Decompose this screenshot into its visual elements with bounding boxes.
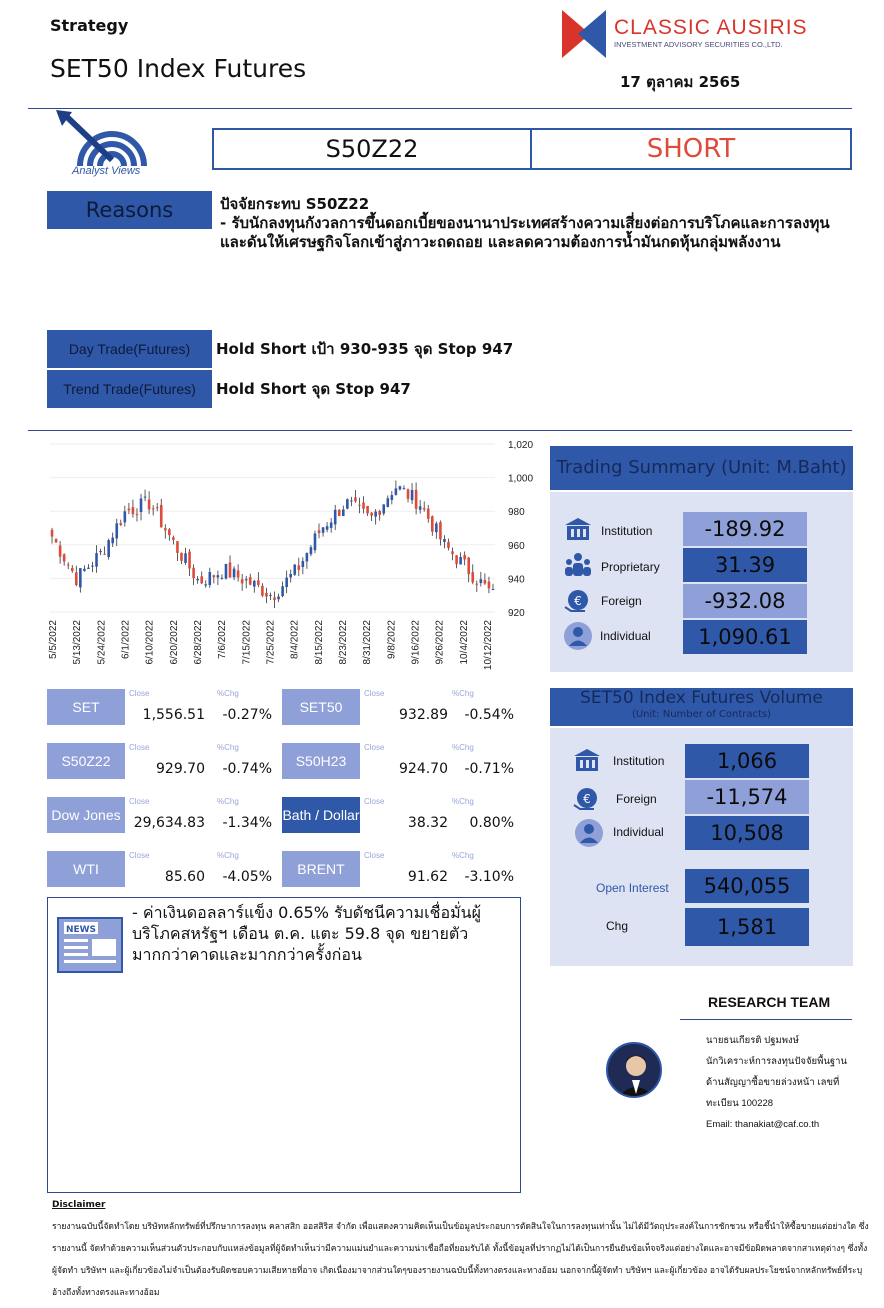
y-tick-label: 980: [508, 507, 525, 519]
candle: [358, 505, 361, 506]
candle: [362, 503, 365, 509]
candle: [95, 553, 98, 567]
trend-trade-text: Hold Short จุด Stop 947: [216, 380, 411, 398]
candle: [484, 580, 487, 584]
candle: [79, 568, 82, 587]
candle: [302, 561, 305, 567]
candle: [407, 489, 410, 499]
candle: [386, 498, 389, 507]
candle: [459, 557, 462, 564]
market-name: WTI: [47, 851, 125, 887]
pct-change-value: -0.71%: [464, 761, 514, 777]
trading-summary-title: Trading Summary (Unit: M.Baht): [550, 446, 853, 490]
candle: [475, 584, 478, 585]
candle: [297, 565, 300, 569]
volume-label-individual: Individual: [613, 825, 664, 839]
summary-label-proprietary: Proprietary: [601, 560, 660, 574]
pct-change-label: %Chg: [452, 851, 474, 860]
candle: [463, 555, 466, 559]
close-label: Close: [129, 689, 150, 698]
candle: [225, 564, 228, 579]
close-value: 38.32: [407, 815, 448, 831]
x-tick-label: 6/10/2022: [144, 620, 156, 665]
close-value: 929.70: [156, 761, 205, 777]
close-label: Close: [129, 851, 150, 860]
candle: [435, 523, 438, 532]
volume-value-individual: 10,508: [685, 816, 809, 850]
open-interest-label: Open Interest: [596, 881, 669, 895]
x-tick-label: 10/12/2022: [483, 620, 494, 671]
candle: [103, 554, 106, 555]
summary-value-foreign: -932.08: [683, 584, 807, 618]
candle: [334, 510, 337, 525]
candle: [192, 568, 195, 578]
pct-change-label: %Chg: [452, 797, 474, 806]
set50-candlestick-chart: [40, 436, 550, 682]
candle: [257, 580, 260, 585]
author-name: นายธนเกียรติ ปฐมพงษ์: [706, 1035, 799, 1046]
newspaper-icon: [56, 914, 126, 974]
y-tick-label: 920: [508, 608, 525, 619]
close-value: 29,634.83: [133, 815, 205, 831]
candle: [285, 578, 288, 587]
candle: [99, 551, 102, 552]
candle: [213, 575, 216, 577]
close-label: Close: [364, 851, 385, 860]
pct-change-value: -0.27%: [222, 707, 272, 723]
logo-subtitle: INVESTMENT ADVISORY SECURITIES CO.,LTD.: [614, 40, 783, 49]
market-name: SET: [47, 689, 125, 725]
close-label: Close: [129, 797, 150, 806]
foreign-money-icon: [563, 585, 593, 615]
candle: [366, 506, 369, 513]
candle: [423, 508, 426, 509]
svg-text:€: €: [583, 792, 591, 806]
reasons-heading: ปัจจัยกระทบ S50Z22: [220, 195, 370, 213]
candle: [184, 553, 187, 563]
candle: [471, 572, 474, 582]
day-trade-label: Day Trade(Futures): [47, 330, 212, 368]
candle: [180, 553, 183, 561]
candle: [111, 538, 114, 544]
volume-title: SET50 Index Futures Volume: [580, 688, 823, 708]
close-value: 85.60: [164, 869, 205, 885]
candle: [318, 530, 321, 533]
reasons-text: [220, 195, 850, 252]
candle: [152, 508, 155, 509]
volume-title-box: [550, 688, 853, 726]
pct-change-value: -0.54%: [464, 707, 514, 723]
candle: [148, 499, 151, 509]
pct-change-value: -0.74%: [222, 761, 272, 777]
x-tick-label: 8/4/2022: [289, 620, 301, 659]
candle: [403, 488, 406, 489]
candle: [156, 507, 159, 508]
candle: [378, 511, 381, 515]
candle: [160, 505, 163, 527]
candle: [382, 504, 385, 513]
author-details: [706, 1030, 847, 1135]
x-tick-label: 9/8/2022: [386, 620, 398, 659]
person-icon: [563, 621, 593, 651]
x-tick-label: 5/13/2022: [72, 620, 84, 665]
disclaimer-text: รายงานฉบับนี้จัดทำโดย บริษัทหลักทรัพย์ที่ปรึกษาการลงทุน คลาสสิก ออสสิริส จำกัด เพื่อแสดงความคิดเห็นเป็นข้อมูลประกอบการตัดสินใจในการลงทุนเท่านั้น ไม่ได้มีวัตถุประสงค์ในการชักชวน หรือชี้นำให้ซื้อขายแต่อย่างใด ซึ่งรายงานนี้ จัดทำด้วยความเห็นส่วนตัวประกอบกับแหล่งข้อมูลที่ผู้จัดทำเห็นว่ามีความแม่นยำและความน่าเชื่อถือที่ยอมรับได้ ทั้งนี้ข้อมูลที่ปรากฏไม่ได้เป็นการยืนยันข้อเท็จจริงแต่อย่างใดและอาจมีข้อผิดพลาดจากสาเหตุต่างๆ ซึ่งทั้งผู้จัดทำ บริษัทฯ และผู้เกี่ยวข้องไม่จำเป็นต้องรับผิดชอบความเสียหายที่อาจ เกิดเนื่องมาจากส่วนใดๆของรายงานฉบับนี้ทั้งทางตรงและทางอ้อม นอกจากนี้ผู้จัดทำ บริษัทฯ และผู้เกี่ยวข้อง อาจได้รับผลประโยชน์จากหลักทรัพย์ที่ระบุอ้างถึงทั้งทางตรงและทางอ้อม: [52, 1222, 869, 1298]
market-name: Bath / Dollar: [282, 797, 360, 833]
candle: [245, 579, 248, 580]
candle: [71, 568, 74, 571]
x-tick-label: 6/28/2022: [193, 620, 204, 665]
candle: [419, 506, 422, 509]
pct-change-value: -1.34%: [222, 815, 272, 831]
candle: [140, 499, 143, 513]
close-label: Close: [364, 797, 385, 806]
volume-subtitle: (Unit: Number of Contracts): [631, 709, 772, 720]
market-name: BRENT: [282, 851, 360, 887]
summary-label-foreign: Foreign: [601, 594, 642, 608]
summary-value-individual: 1,090.61: [683, 620, 807, 654]
candle: [188, 552, 191, 569]
report-date: 17 ตุลาคม 2565: [620, 73, 741, 91]
author-role2: ด้านสัญญาซื้อขายล่วงหน้า เลขที่: [706, 1077, 840, 1088]
candle: [293, 565, 296, 575]
pct-change-label: %Chg: [452, 743, 474, 752]
candle: [164, 528, 167, 530]
report-title: SET50 Index Futures: [50, 54, 307, 83]
candle: [265, 593, 268, 597]
pct-change-label: %Chg: [217, 743, 239, 752]
x-tick-label: 5/24/2022: [96, 620, 108, 665]
author-email[interactable]: Email: thanakiat@caf.co.th: [706, 1119, 820, 1130]
open-interest-value: 540,055: [685, 869, 809, 903]
candle: [237, 570, 240, 577]
candle: [277, 597, 280, 600]
volume-label-institution: Institution: [613, 754, 665, 768]
x-tick-label: 5/5/2022: [48, 620, 59, 659]
candle: [172, 537, 175, 540]
candle: [115, 523, 118, 538]
candle: [370, 513, 373, 516]
foreign-money-icon: [572, 783, 602, 813]
candle: [443, 539, 446, 542]
candle: [83, 569, 86, 571]
market-name: Dow Jones: [47, 797, 125, 833]
candle: [241, 579, 244, 583]
candle: [330, 522, 333, 527]
candle: [322, 527, 325, 532]
svg-text:€: €: [574, 594, 582, 608]
x-tick-label: 7/6/2022: [217, 620, 229, 659]
close-value: 932.89: [399, 707, 448, 723]
news-text: - ค่าเงินดอลลาร์แข็ง 0.65% รับดัชนีความเชื่อมั่นผู้บริโภคสหรัฐฯ เดือน ต.ค. แตะ 59.8 จุด ขยายตัวมากกว่าคาดและมากกว่าครั้งก่อน: [132, 903, 481, 964]
candle: [342, 509, 345, 516]
close-label: Close: [364, 689, 385, 698]
candle: [488, 582, 491, 589]
reasons-body: - รับนักลงทุนกังวลการขึ้นดอกเบี้ยของนานาประเทศสร้างความเสี่ยงต่อการบริโภคและการลงทุน และดันให้เศรษฐกิจโลกเข้าสู่ภาวะถดถอย และลดความต้องการน้ำมันกดหุ้นกลุ่มพลังงาน: [220, 214, 830, 251]
disclaimer-title: Disclaimer: [52, 1200, 106, 1210]
candle: [451, 551, 454, 554]
pct-change-label: %Chg: [217, 797, 239, 806]
candle: [269, 595, 272, 596]
candle: [354, 497, 357, 501]
summary-value-institution: -189.92: [683, 512, 807, 546]
candle: [229, 562, 232, 577]
candle: [63, 554, 66, 561]
candle: [87, 568, 90, 569]
candle: [273, 597, 276, 600]
analyst-views-label: Analyst Views: [72, 165, 141, 177]
candle: [136, 514, 139, 515]
candle: [253, 581, 256, 587]
candle: [119, 523, 122, 525]
candle: [208, 572, 211, 585]
news-icon-label: NEWS: [65, 925, 97, 935]
summary-label-institution: Institution: [601, 524, 653, 538]
close-label: Close: [129, 743, 150, 752]
research-team-title: RESEARCH TEAM: [708, 994, 831, 1010]
candle: [395, 488, 398, 495]
x-tick-label: 8/23/2022: [338, 620, 349, 665]
volume-value-foreign: -11,574: [685, 780, 809, 814]
divider: [680, 1019, 852, 1020]
close-value: 1,556.51: [142, 707, 205, 723]
candle: [439, 522, 442, 539]
close-value: 924.70: [399, 761, 448, 777]
candle: [249, 577, 252, 585]
candle: [338, 510, 341, 516]
y-tick-label: 960: [508, 540, 525, 552]
trend-trade-label: Trend Trade(Futures): [47, 370, 212, 408]
people-icon: [563, 550, 593, 580]
candle: [204, 584, 207, 585]
y-tick-label: 1,020: [508, 440, 534, 451]
x-tick-label: 9/16/2022: [410, 620, 422, 665]
x-tick-label: 9/26/2022: [434, 620, 446, 665]
candle: [196, 579, 199, 580]
candle: [55, 539, 58, 543]
candle: [350, 500, 353, 501]
candle: [128, 509, 131, 511]
candle: [176, 541, 179, 553]
position-signal: SHORT: [646, 134, 736, 164]
candle: [67, 565, 70, 566]
person-icon: [574, 818, 604, 848]
author-role: นักวิเคราะห์การลงทุนปัจจัยพื้นฐาน: [706, 1056, 847, 1067]
candle: [374, 512, 377, 517]
candle: [310, 547, 313, 554]
candle: [399, 486, 402, 489]
y-tick-label: 1,000: [508, 473, 534, 485]
x-tick-label: 6/1/2022: [120, 620, 132, 659]
candle: [411, 490, 414, 500]
candle: [346, 499, 349, 508]
pct-change-value: -4.05%: [222, 869, 272, 885]
volume-value-institution: 1,066: [685, 744, 809, 778]
candle: [314, 533, 317, 550]
candle: [107, 540, 110, 557]
candle: [427, 509, 430, 519]
candle: [233, 569, 236, 578]
candle: [168, 529, 171, 535]
x-tick-label: 8/15/2022: [313, 620, 325, 665]
x-tick-label: 6/20/2022: [168, 620, 180, 665]
market-name: S50Z22: [47, 743, 125, 779]
candle: [492, 589, 495, 590]
close-value: 91.62: [407, 869, 448, 885]
day-trade-text: Hold Short เป้า 930-935 จุด Stop 947: [216, 340, 514, 358]
candle: [391, 495, 394, 500]
pct-change-label: %Chg: [217, 689, 239, 698]
x-tick-label: 10/4/2022: [458, 620, 470, 665]
y-tick-label: 940: [508, 574, 525, 586]
candle: [306, 553, 309, 561]
pct-change-label: %Chg: [217, 851, 239, 860]
market-name: S50H23: [282, 743, 360, 779]
author-license: ทะเบียน 100228: [706, 1098, 774, 1109]
signal-box: [212, 128, 852, 170]
pct-change-value: 0.80%: [469, 815, 514, 831]
volume-label-foreign: Foreign: [616, 792, 657, 806]
candle: [217, 575, 220, 577]
oi-chg-value: 1,581: [685, 908, 809, 946]
candle: [75, 572, 78, 585]
pct-change-label: %Chg: [452, 689, 474, 698]
logo-name: CLASSIC AUSIRIS: [614, 16, 808, 39]
x-tick-label: 8/31/2022: [362, 620, 374, 665]
x-tick-label: 7/15/2022: [241, 620, 253, 665]
summary-value-proprietary: 31.39: [683, 548, 807, 582]
building-icon: [563, 515, 593, 545]
candle: [447, 542, 450, 548]
pct-change-value: -3.10%: [464, 869, 514, 885]
candle: [91, 566, 94, 567]
candle: [289, 574, 292, 577]
candle: [415, 490, 418, 509]
close-label: Close: [364, 743, 385, 752]
candle: [59, 546, 62, 557]
candle: [144, 497, 147, 498]
reasons-label: Reasons: [47, 191, 212, 229]
building-icon: [572, 746, 602, 776]
candle: [200, 576, 203, 583]
oi-chg-label: Chg: [606, 919, 629, 933]
summary-label-individual: Individual: [600, 629, 651, 643]
candle: [455, 555, 458, 564]
candle: [431, 516, 434, 531]
candle: [132, 507, 135, 514]
contract-symbol: S50Z22: [214, 130, 532, 168]
candle: [124, 511, 127, 522]
report-category: Strategy: [50, 16, 129, 35]
candle: [480, 579, 483, 583]
candle: [51, 530, 54, 537]
market-name: SET50: [282, 689, 360, 725]
candle: [261, 586, 264, 596]
candle: [281, 586, 284, 596]
candle: [467, 558, 470, 575]
candle: [326, 526, 329, 530]
divider: [28, 430, 852, 431]
analyst-avatar: [606, 1042, 662, 1098]
candle: [221, 578, 224, 579]
x-tick-label: 7/25/2022: [265, 620, 277, 665]
